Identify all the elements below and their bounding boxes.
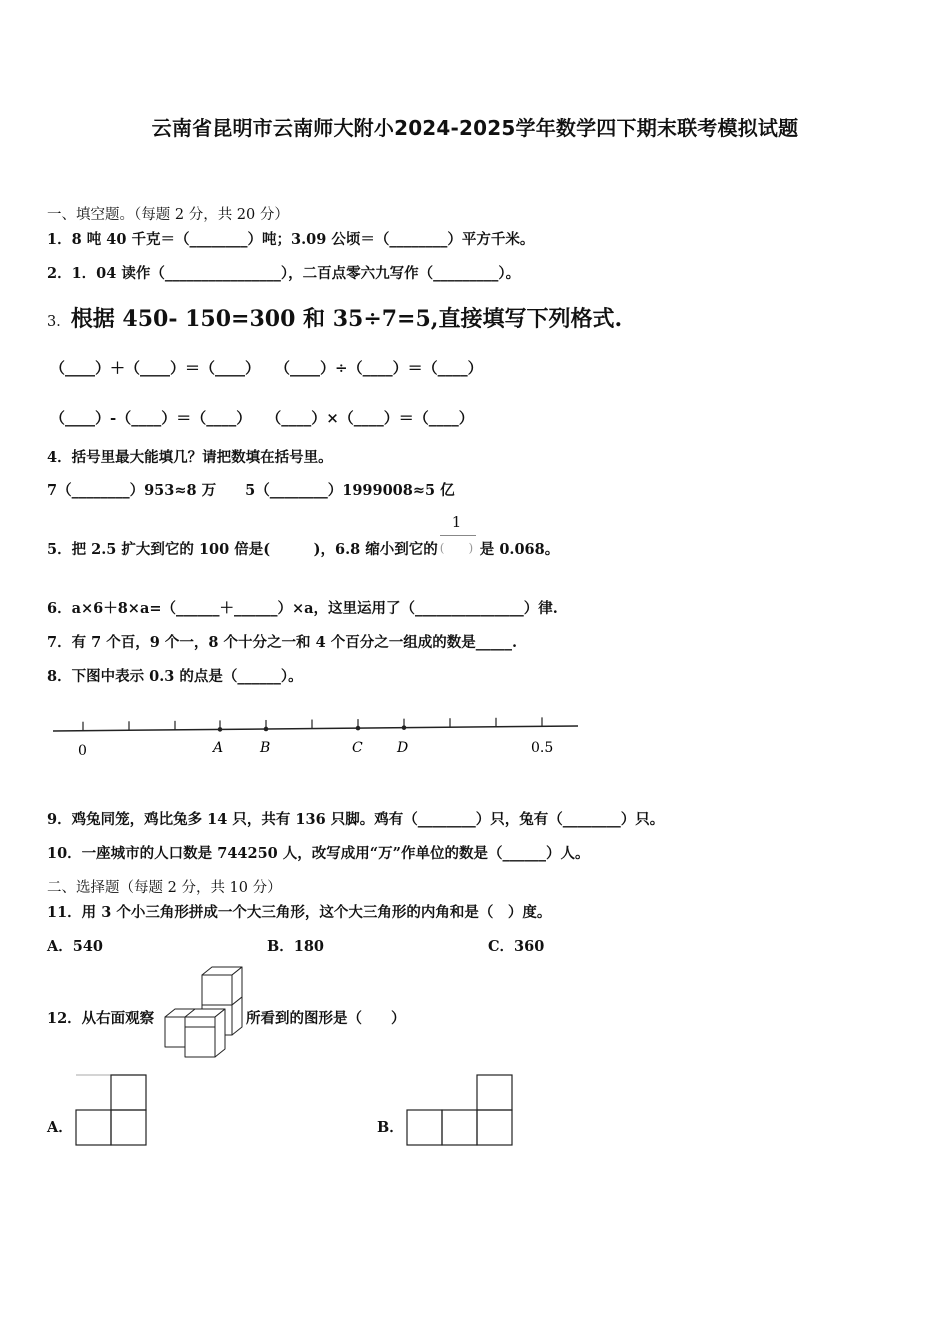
section-1-heading: 一、填空题。（每题 2 分，共 20 分） xyxy=(47,207,289,223)
point-marker xyxy=(356,726,361,731)
choice-a-label: A． xyxy=(47,1119,73,1136)
question-4-items: 7（________）953≈8 万 5（________）1999008≈5 亿 xyxy=(47,482,455,499)
label-zero: 0 xyxy=(78,743,87,759)
point-marker xyxy=(402,725,407,730)
number-line-figure xyxy=(0,705,620,770)
question-3-number: 3． xyxy=(47,314,71,330)
label-point-c: C xyxy=(352,740,363,756)
question-10: 10．一座城市的人口数是 744250 人，改写成用“万”作单位的数是（______）人。 xyxy=(47,845,590,862)
question-7: 7．有 7 个百，9 个一，8 个十分之一和 4 个百分之一组成的数是_____. xyxy=(47,634,518,651)
page-title: 云南省昆明市云南师大附小2024-2025学年数学四下期末联考模拟试题 xyxy=(151,116,799,140)
question-3-row-1: （____）＋（____）＝（____） （____）÷（____）＝（____） xyxy=(50,359,483,377)
option-b: B．180 xyxy=(267,938,325,955)
choice-b-label: B． xyxy=(377,1119,404,1136)
label-point-b: B xyxy=(260,740,271,756)
fraction-numerator: 1 xyxy=(451,513,462,531)
question-8: 8．下图中表示 0.3 的点是（______）。 xyxy=(47,668,303,685)
question-5-text: 5．把 2.5 扩大到它的 100 倍是( )，6.8 缩小到它的 xyxy=(47,541,438,558)
question-1: 1．8 吨 40 千克＝（________）吨；3.09 公顷＝（________）平方千米。 xyxy=(47,231,535,248)
number-line xyxy=(53,726,578,731)
choice-b-figure xyxy=(405,1073,517,1149)
fraction-denominator: ( ) xyxy=(439,541,474,555)
choice-a-figure xyxy=(74,1073,150,1149)
question-2: 2．1．04 读作（________________），二百点零六九写作（_________）。 xyxy=(47,265,521,282)
question-12-prefix: 12．从右面观察 xyxy=(47,1010,155,1027)
label-end: 0.5 xyxy=(531,740,554,756)
question-12-suffix: 所看到的图形是（ ） xyxy=(246,1010,406,1027)
question-3 xyxy=(47,302,622,333)
cube-stack-figure xyxy=(160,965,248,1059)
question-3-text: 根据 450- 150=300 和 35÷7=5,直接填写下列格式. xyxy=(70,306,623,332)
question-5-tail: 是 0.068。 xyxy=(479,541,560,558)
point-marker xyxy=(264,727,269,732)
question-4: 4．括号里最大能填几？请把数填在括号里。 xyxy=(47,449,333,466)
question-6: 6．a×6＋8×a=（______＋______）×a，这里运用了（_______________）律. xyxy=(47,600,558,617)
question-11: 11．用 3 个小三角形拼成一个大三角形，这个大三角形的内角和是（ ）度。 xyxy=(47,904,552,921)
label-point-d: D xyxy=(397,740,409,756)
question-9: 9．鸡兔同笼，鸡比兔多 14 只，共有 136 只脚。鸡有（________）只，兔有（________）只。 xyxy=(47,811,665,828)
question-3-row-2: （____）-（____）＝（____） （____）×（____）＝（____） xyxy=(50,409,474,427)
fraction-bar xyxy=(440,535,476,536)
point-marker xyxy=(218,727,223,732)
option-c: C．360 xyxy=(488,938,545,955)
label-point-a: A xyxy=(213,740,224,756)
option-a: A．540 xyxy=(47,938,104,955)
section-2-heading: 二、选择题（每题 2 分，共 10 分） xyxy=(47,880,282,896)
fraction xyxy=(438,513,480,559)
question-5 xyxy=(47,513,560,559)
